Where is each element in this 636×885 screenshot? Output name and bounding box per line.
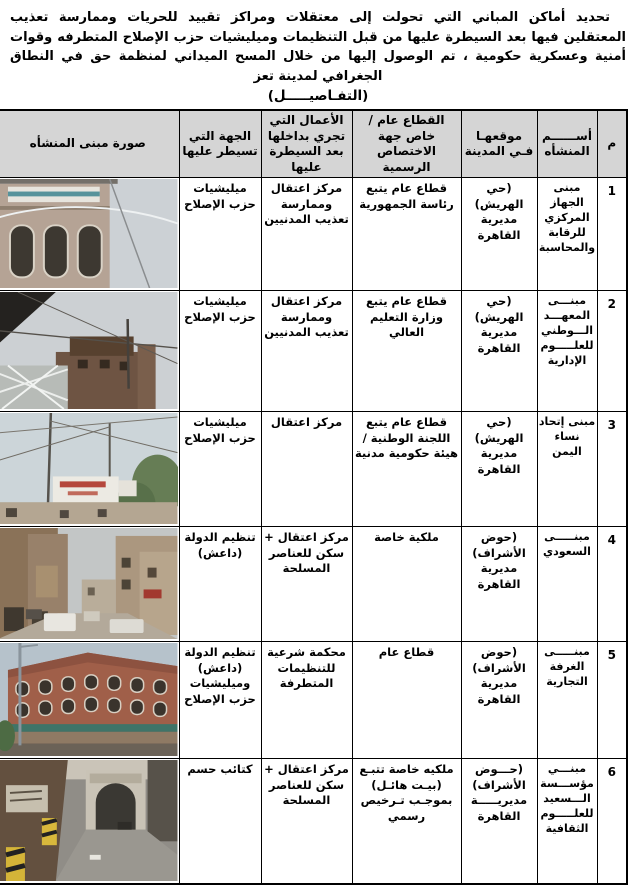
facility-controller: تنظيم الدولة (داعش) وميليشيات حزب الإصلاح	[179, 642, 261, 759]
facility-works: مركز اعتقال	[261, 412, 352, 527]
facility-name: مبنـــــى الغرفة التجارية	[537, 642, 597, 759]
facility-sector: ملكية خاصة	[352, 527, 461, 642]
facility-works: محكمة شرعية للتنظيمات المتطرفة	[261, 642, 352, 759]
facility-location: (حوض الأشراف) مديرية القاهرة	[461, 642, 537, 759]
facility-location: (حي الهريش) مديرية القاهرة	[461, 412, 537, 527]
facility-photo	[0, 413, 178, 524]
header-works: الأعمال التي تجري بداخلها بعد السيطرة عليها	[261, 110, 352, 178]
table-row	[0, 178, 627, 291]
facility-works: مركز اعتقال + سكن للعناصر المسلحة	[261, 759, 352, 884]
facility-location: (حـــوض الأشراف) مديريـــــة القاهرة	[461, 759, 537, 884]
facility-sector: ملكيه خاصة تتبـع (بيـت هائـل) بموجـب تـرخيص رسمي	[352, 759, 461, 884]
facility-photo	[0, 292, 178, 409]
header-sector: القطاع عام / خاص جهة الاختصاص الرسمية	[352, 110, 461, 178]
facility-sector: قطاع عام يتبع اللجنة الوطنية /هيئة حكومية مدنية	[352, 412, 461, 527]
table-row	[0, 412, 627, 527]
row-number: 3	[597, 412, 627, 527]
facility-photo-cell	[0, 642, 179, 759]
facility-photo-cell	[0, 412, 179, 527]
header-controller: الجهة التي تسيطر عليها	[179, 110, 261, 178]
facility-works: مركز اعتقال وممارسة تعذيب المدنيين	[261, 178, 352, 291]
facility-name: مبنـــــى السعودي	[537, 527, 597, 642]
row-number: 1	[597, 178, 627, 291]
table-row	[0, 642, 627, 759]
facility-location: (حي الهريش) مديرية القاهرة	[461, 291, 537, 412]
facilities-table	[0, 109, 628, 885]
facility-photo	[0, 179, 178, 288]
facility-controller: ميليشيات حزب الإصلاح	[179, 291, 261, 412]
document-title: تحديد أماكن المباني التي تحولت إلى معتقلات ومراكز تقييد للحريات وممارسة تعذيب المعتقلين فيها بعد السيطرة عليها من قبل التنظيمات وميليشيات حزب الإصلاح المتطرفه وقوات أمنية وعسكرية حكومية ، تم الوصول إليها من خلال المسح الميداني لمنظمة حق في النطاق الجغرافي لمدينة تعز	[10, 10, 626, 84]
header-photo: صورة مبنى المنشأه	[0, 110, 179, 178]
facility-works: مركز اعتقال + سكن للعناصر المسلحة	[261, 527, 352, 642]
facility-photo	[0, 643, 178, 756]
facility-location: (حي الهريش) مديرية القاهرة	[461, 178, 537, 291]
facility-photo	[0, 760, 178, 881]
header-num: م	[597, 110, 627, 178]
header-row	[0, 110, 627, 178]
facility-sector: قطاع عام يتبع رئاسة الجمهورية	[352, 178, 461, 291]
facility-photo-cell	[0, 759, 179, 884]
header-location: موقعهـا فـي المدينة	[461, 110, 537, 178]
facility-location: (حوض الأشراف) مديرية القاهرة	[461, 527, 537, 642]
facility-name: مبنى الجهاز المركزي للرقابة والمحاسبة	[537, 178, 597, 291]
facility-photo	[0, 528, 178, 639]
facility-works: مركز اعتقال وممارسة تعذيب المدنيين	[261, 291, 352, 412]
facility-controller: ميليشيات حزب الإصلاح	[179, 412, 261, 527]
facility-sector: قطاع عام	[352, 642, 461, 759]
row-number: 6	[597, 759, 627, 884]
facility-name: مبنـــي مؤســـسة الـــسعيد للعلـــــوم الثقافية	[537, 759, 597, 884]
facility-sector: قطاع عام يتبع وزارة التعليم العالي	[352, 291, 461, 412]
facility-controller: ميليشيات حزب الإصلاح	[179, 178, 261, 291]
facility-name: مبنـــى المعهـــد الـــوطني للعلـــــوم الإدارية	[537, 291, 597, 412]
table-row	[0, 527, 627, 642]
row-number: 5	[597, 642, 627, 759]
facility-controller: كتائب حسم	[179, 759, 261, 884]
table-row	[0, 291, 627, 412]
facility-photo-cell	[0, 178, 179, 291]
header-name: أســــــم المنشأه	[537, 110, 597, 178]
facility-photo-cell	[0, 527, 179, 642]
facility-controller: تنظيم الدولة (داعش)	[179, 527, 261, 642]
document-subtitle: (التفـاصيـــــل)	[267, 88, 369, 104]
row-number: 4	[597, 527, 627, 642]
row-number: 2	[597, 291, 627, 412]
facility-photo-cell	[0, 291, 179, 412]
facility-name: مبنى إتحاد نساء اليمن	[537, 412, 597, 527]
table-row	[0, 759, 627, 884]
